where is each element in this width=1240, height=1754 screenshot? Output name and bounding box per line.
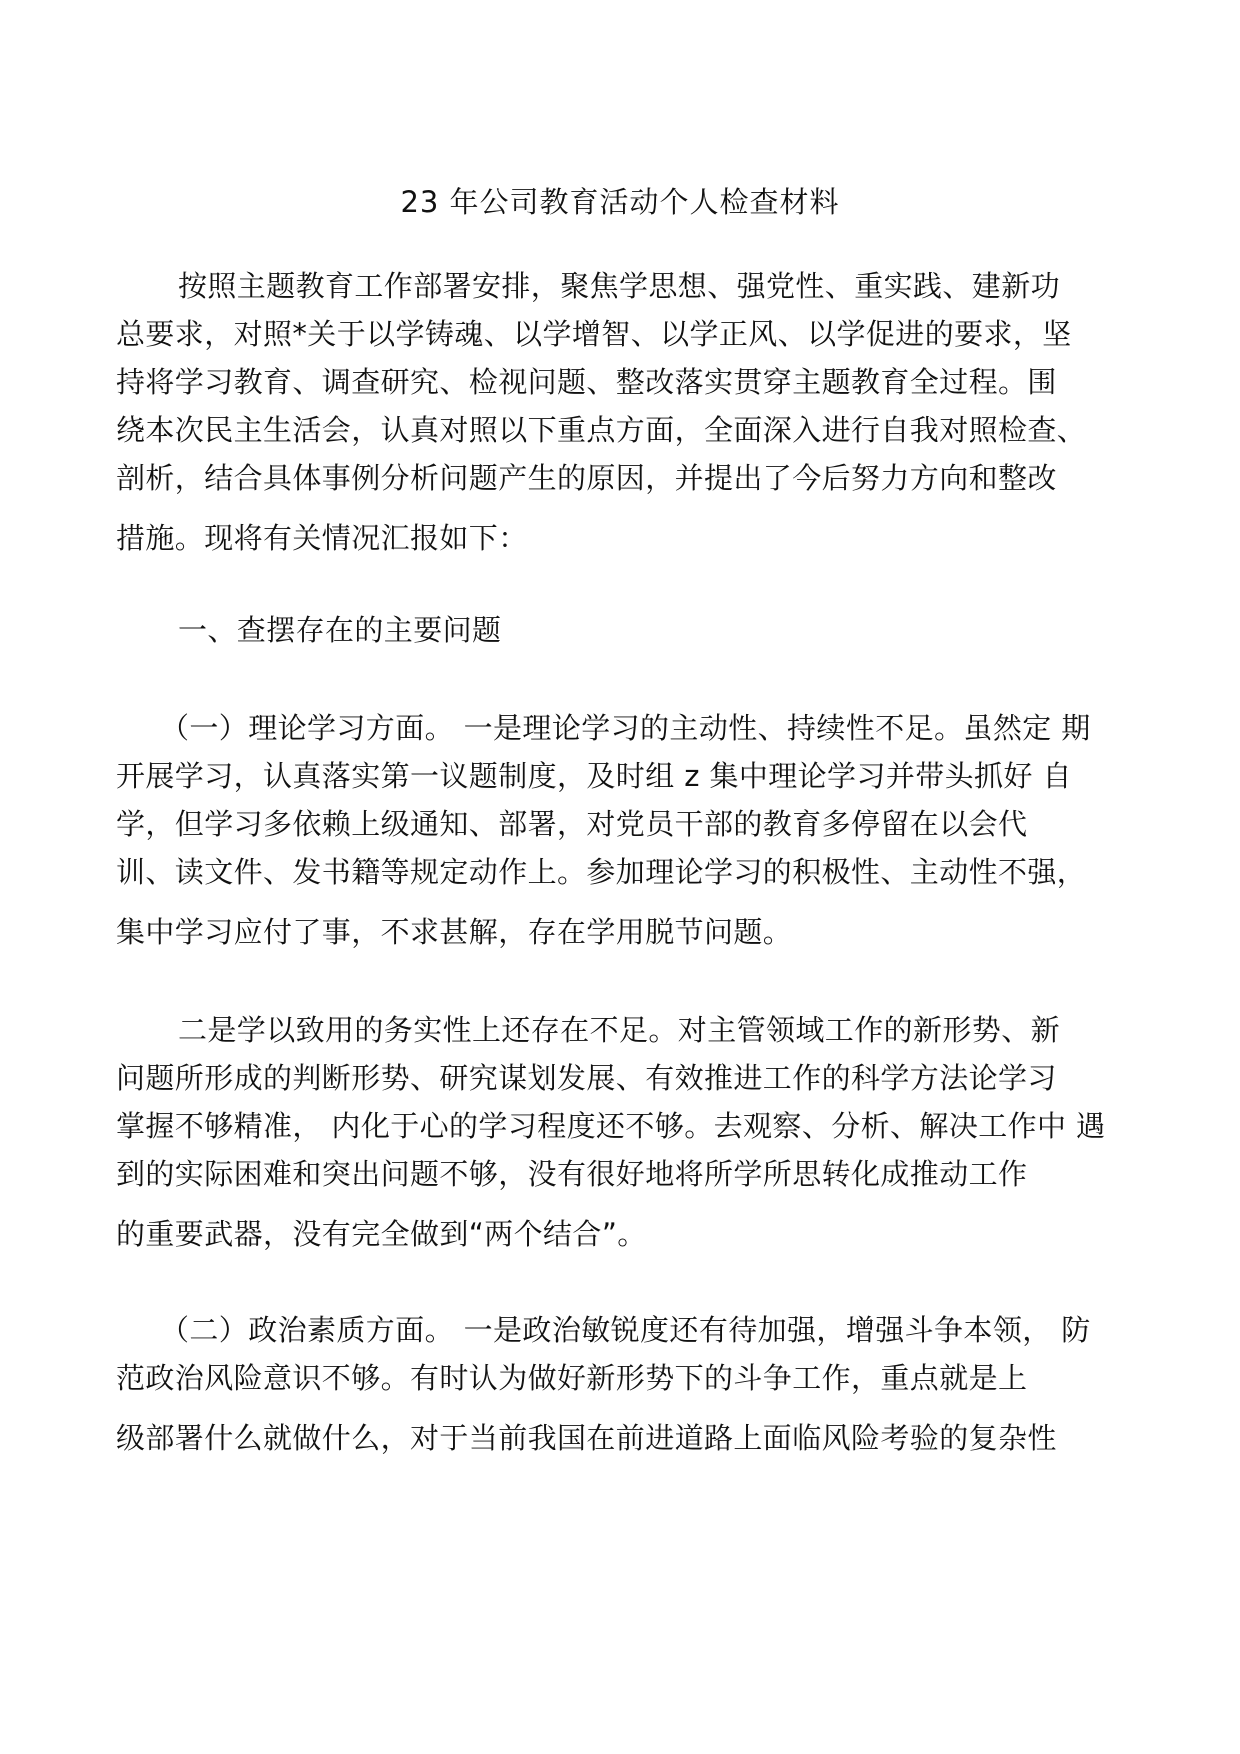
paragraph-line: 训、读文件、发书籍等规定动作上。参加理论学习的积极性、主动性不强， xyxy=(116,855,1087,889)
paragraph-line: 绕本次民主生活会，认真对照以下重点方面，全面深入进行自我对照检查、 xyxy=(116,413,1087,447)
paragraph-line: 总要求，对照*关于以学铸魂、以学增智、以学正风、以学促进的要求，坚 xyxy=(116,317,1072,351)
paragraph-line: 学，但学习多依赖上级通知、部署，对党员干部的教育多停留在以会代 xyxy=(116,807,1028,841)
paragraph-line: 集中学习应付了事，不求甚解，存在学用脱节问题。 xyxy=(116,915,793,949)
paragraph-line: 按照主题教育工作部署安排，聚焦学思想、强党性、重实践、建新功 xyxy=(178,269,1061,303)
paragraph-line: 问题所形成的判断形势、研究谋划发展、有效推进工作的科学方法论学习 xyxy=(116,1061,1057,1095)
paragraph-line: 持将学习教育、调查研究、检视问题、整改落实贯穿主题教育全过程。围 xyxy=(116,365,1057,399)
paragraph-line: 开展学习，认真落实第一议题制度，及时组 z 集中理论学习并带头抓好 自 xyxy=(116,759,1072,793)
paragraph-line: 范政治风险意识不够。有时认为做好新形势下的斗争工作，重点就是上 xyxy=(116,1361,1028,1395)
paragraph-line: 掌握不够精准， 内化于心的学习程度还不够。去观察、分析、解决工作中 遇 xyxy=(116,1109,1106,1143)
paragraph-line: 到的实际困难和突出问题不够，没有很好地将所学所思转化成推动工作 xyxy=(116,1157,1028,1191)
section-heading: 一、查摆存在的主要问题 xyxy=(178,613,502,647)
paragraph-line: 级部署什么就做什么，对于当前我国在前进道路上面临风险考验的复杂性 xyxy=(116,1421,1057,1455)
paragraph-line: 的重要武器，没有完全做到“两个结合”。 xyxy=(116,1217,647,1251)
paragraph-line: （二）政治素质方面。 一是政治敏锐度还有待加强，增强斗争本领， 防 xyxy=(160,1313,1091,1347)
document-title: 23 年公司教育活动个人检查材料 xyxy=(400,185,840,219)
paragraph-line: 二是学以致用的务实性上还存在不足。对主管领域工作的新形势、新 xyxy=(178,1013,1061,1047)
paragraph-line: 措施。现将有关情况汇报如下： xyxy=(116,521,528,555)
paragraph-line: 剖析，结合具体事例分析问题产生的原因，并提出了今后努力方向和整改 xyxy=(116,461,1057,495)
paragraph-line: （一）理论学习方面。 一是理论学习的主动性、持续性不足。虽然定 期 xyxy=(160,711,1091,745)
